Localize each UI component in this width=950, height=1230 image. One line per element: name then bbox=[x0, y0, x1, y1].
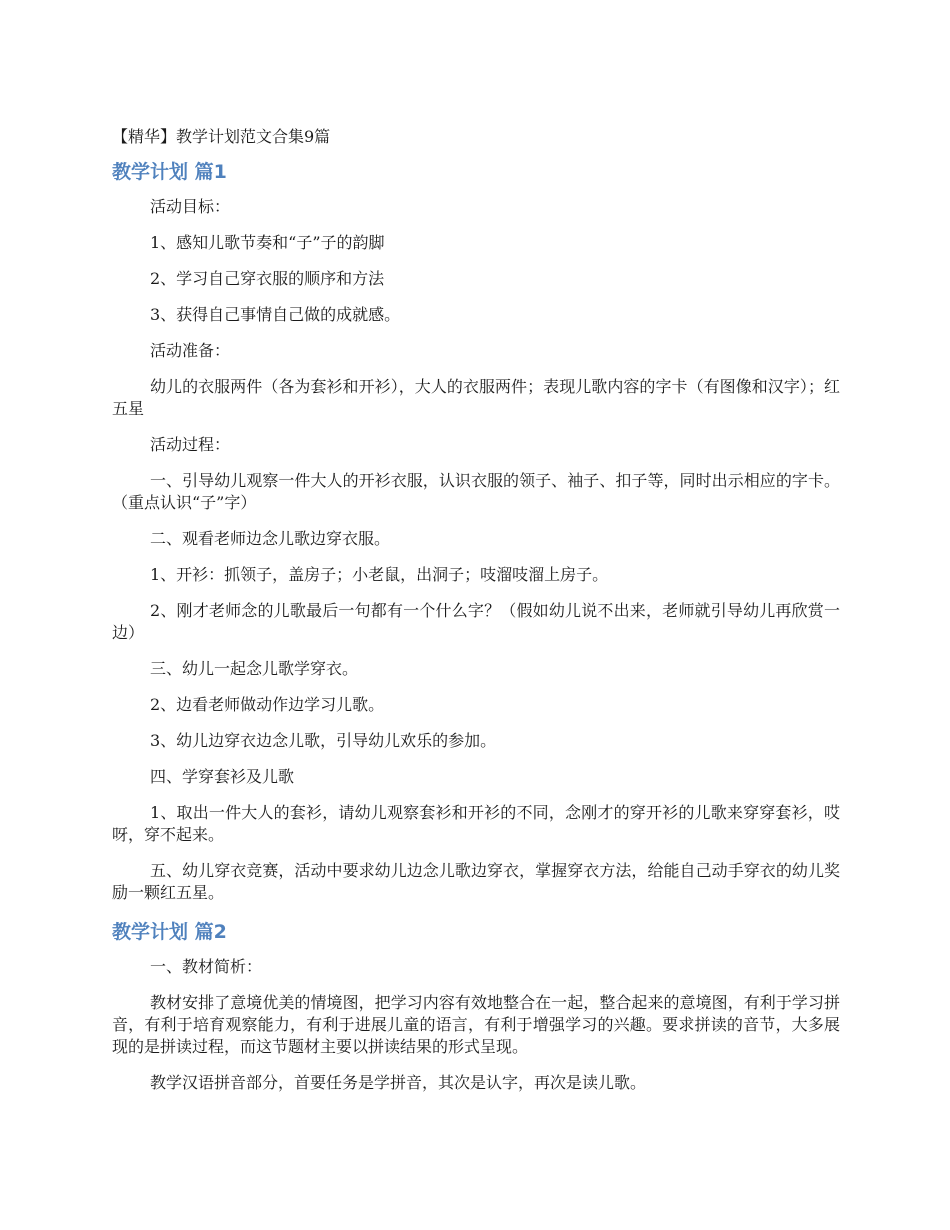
paragraph: 活动目标： bbox=[150, 197, 231, 216]
paragraph: 四、学穿套衫及儿歌 bbox=[150, 767, 295, 786]
paragraph: 一、教材简析： bbox=[150, 957, 263, 976]
paragraph: 1、开衫：抓领子，盖房子；小老鼠，出洞子；吱溜吱溜上房子。 bbox=[150, 565, 609, 584]
paragraph: 二、观看老师边念儿歌边穿衣服。 bbox=[150, 529, 391, 548]
document-page bbox=[112, 124, 840, 1108]
paragraph: 2、学习自己穿衣服的顺序和方法 bbox=[150, 269, 385, 288]
paragraph: 五、幼儿穿衣竞赛，活动中要求幼儿边念儿歌边穿衣，掌握穿衣方法，给能自己动手穿衣的幼儿奖励一颗红五星。 bbox=[112, 861, 840, 902]
paragraph: 1、感知儿歌节奏和“子”子的韵脚 bbox=[150, 233, 385, 252]
section-heading: 教学计划 篇2 bbox=[112, 921, 227, 943]
section-1 bbox=[112, 158, 840, 904]
paragraph: 活动准备： bbox=[150, 341, 231, 360]
paragraph: 一、引导幼儿观察一件大人的开衫衣服，认识衣服的领子、袖子、扣子等，同时出示相应的字卡。（重点认识“子”字） bbox=[112, 471, 840, 512]
section-heading: 教学计划 篇1 bbox=[112, 161, 227, 183]
paragraph: 2、边看老师做动作边学习儿歌。 bbox=[150, 695, 385, 714]
paragraph: 2、刚才老师念的儿歌最后一句都有一个什么字？（假如幼儿说不出来，老师就引导幼儿再欣赏一边） bbox=[112, 601, 840, 642]
document-title: 【精华】教学计划范文合集9篇 bbox=[112, 127, 331, 146]
paragraph: 1、取出一件大人的套衫，请幼儿观察套衫和开衫的不同，念刚才的穿开衫的儿歌来穿穿套衫，哎呀，穿不起来。 bbox=[112, 803, 840, 844]
paragraph: 活动过程： bbox=[150, 435, 231, 454]
paragraph: 三、幼儿一起念儿歌学穿衣。 bbox=[150, 659, 359, 678]
paragraph: 教学汉语拼音部分，首要任务是学拼音，其次是认字，再次是读儿歌。 bbox=[150, 1073, 647, 1092]
paragraph: 幼儿的衣服两件（各为套衫和开衫），大人的衣服两件；表现儿歌内容的字卡（有图像和汉字）；红五星 bbox=[112, 377, 840, 418]
paragraph: 教材安排了意境优美的情境图，把学习内容有效地整合在一起，整合起来的意境图，有利于学习拼音，有利于培育观察能力，有利于进展儿童的语言，有利于增强学习的兴趣。要求拼读的音节，大多展现的是拼读过程，而这节题材主要以拼读结果的形式呈现。 bbox=[112, 993, 840, 1056]
paragraph: 3、幼儿边穿衣边念儿歌，引导幼儿欢乐的参加。 bbox=[150, 731, 497, 750]
section-2 bbox=[112, 918, 840, 1094]
paragraph: 3、获得自己事情自己做的成就感。 bbox=[150, 305, 401, 324]
